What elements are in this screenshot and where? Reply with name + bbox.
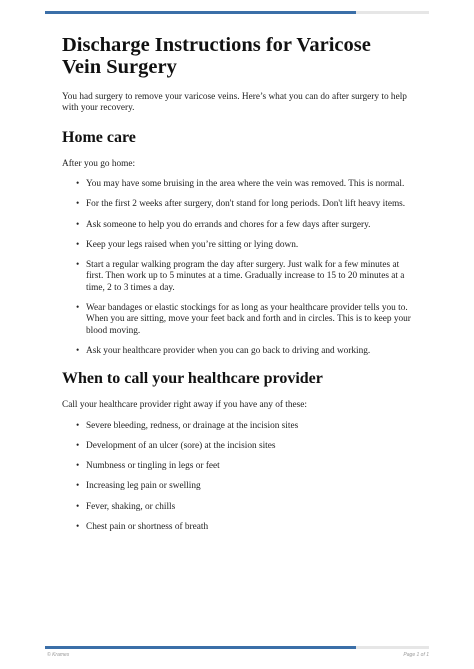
list-item: • Severe bleeding, redness, or drainage at the incision sites	[76, 420, 299, 431]
bullet-icon: •	[76, 219, 80, 230]
bullet-icon: •	[76, 346, 80, 357]
bullet-icon: •	[76, 420, 80, 431]
list-item: • Start a regular walking program the day after surgery. Just walk for a few minutes at first. Then work up to 5 minutes at a time. Gradually increase to 15 to 20 minutes at a time, 2 to 3 times a day.	[76, 260, 405, 293]
call-provider-lead: Call your healthcare provider right away if you have any of these:	[62, 400, 307, 411]
top-divider-accent	[45, 11, 356, 14]
bullet-icon: •	[76, 303, 80, 314]
bullet-icon: •	[76, 441, 80, 452]
bullet-icon: •	[76, 461, 80, 472]
call-provider-list	[62, 421, 412, 533]
bottom-divider-accent	[45, 646, 356, 649]
list-item: • Numbness or tingling in legs or feet	[76, 461, 220, 472]
list-item: • Ask someone to help you do errands and chores for a few days after surgery.	[76, 219, 371, 230]
bullet-icon: •	[76, 179, 80, 190]
bullet-icon: •	[76, 521, 80, 532]
home-care-list	[62, 179, 412, 357]
intro-paragraph: You had surgery to remove your varicose veins. Here’s what you can do after surgery to help with your recovery.	[62, 92, 407, 114]
list-item: • You may have some bruising in the area where the vein was removed. This is normal.	[76, 179, 405, 190]
list-item: • Increasing leg pain or swelling	[76, 481, 201, 492]
bullet-icon: •	[76, 199, 80, 210]
list-item: • Keep your legs raised when you’re sitting or lying down.	[76, 239, 299, 250]
bullet-icon: •	[76, 239, 80, 250]
footer-page-number: Page 1 of 1	[403, 652, 429, 658]
home-care-section	[62, 129, 412, 358]
list-item: • Chest pain or shortness of breath	[76, 521, 209, 532]
list-item: • Fever, shaking, or chills	[76, 501, 176, 512]
top-divider-bar	[45, 11, 429, 14]
page-title: Discharge Instructions for Varicose Vein Surgery	[62, 34, 371, 78]
bullet-icon: •	[76, 260, 80, 271]
bullet-icon: •	[76, 501, 80, 512]
call-provider-heading: When to call your healthcare provider	[62, 370, 323, 388]
list-item: • Ask your healthcare provider when you can go back to driving and working.	[76, 346, 371, 357]
list-item: • Development of an ulcer (sore) at the incision sites	[76, 441, 276, 452]
bottom-divider-bar	[45, 646, 429, 649]
bullet-icon: •	[76, 481, 80, 492]
home-care-heading: Home care	[62, 128, 136, 146]
footer-copyright: © Krames	[47, 652, 70, 658]
document-body	[62, 34, 412, 542]
call-provider-section	[62, 370, 412, 533]
list-item: • For the first 2 weeks after surgery, don't stand for long periods. Don't lift heavy items.	[76, 199, 406, 210]
list-item: • Wear bandages or elastic stockings for as long as your healthcare provider tells you to. When you are sitting, move your feet back and forth and in circles. This is to keep your blood moving.	[76, 303, 411, 336]
home-care-lead: After you go home:	[62, 158, 136, 169]
